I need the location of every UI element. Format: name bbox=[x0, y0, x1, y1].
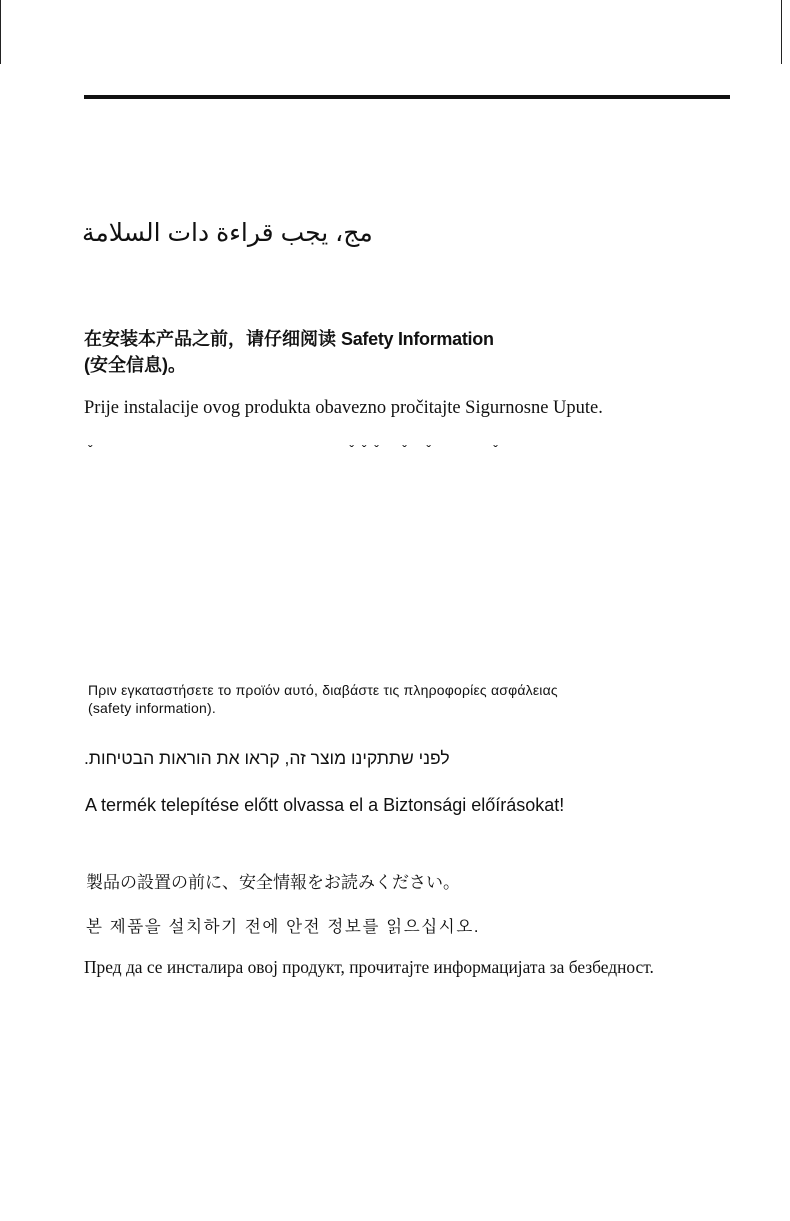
notice-macedonian: Пред да се инсталира овој продукт, прочитајте информацијата за безбедност. bbox=[84, 957, 654, 977]
notice-croatian: Prije instalacije ovog produkta obavezno pročitajte Sigurnosne Upute. bbox=[84, 398, 603, 418]
notice-chinese-line1: 在安装本产品之前，请仔细阅读 bbox=[84, 329, 336, 349]
crop-mark-right bbox=[781, 0, 782, 64]
notice-hebrew: לפני שתתקינו מוצר זה, קראו את הוראות הבטיחות. bbox=[84, 748, 450, 768]
notice-korean: 본 제품을 설치하기 전에 안전 정보를 읽으십시오. bbox=[86, 918, 481, 936]
notice-chinese-line2: (安全信息)。 bbox=[84, 355, 186, 375]
notice-chinese bbox=[84, 326, 494, 378]
crop-mark-left bbox=[0, 0, 1, 64]
notice-japanese: 製品の設置の前に、安全情報をお読みください。 bbox=[86, 873, 460, 892]
notice-greek-line2: (safety information). bbox=[88, 700, 216, 716]
notice-arabic: مج، يجب قراءة دات السلامة bbox=[82, 219, 373, 247]
notice-chinese-safety-information: Safety Information bbox=[341, 329, 494, 349]
notice-greek-line1: Πριν εγκαταστήσετε το προϊόν αυτό, διαβάστε τις πληροφορίες ασφάλειας bbox=[88, 682, 558, 698]
notice-czech-caron-marks: ˇ ˇ ˇ ˇ ˇ ˇ ˇ bbox=[88, 442, 498, 458]
notice-greek bbox=[88, 681, 558, 717]
notice-hungarian: A termék telepítése előtt olvassa el a Biztonsági előírásokat! bbox=[85, 795, 565, 815]
top-rule bbox=[84, 95, 730, 99]
notice-czech-marks bbox=[88, 442, 498, 458]
